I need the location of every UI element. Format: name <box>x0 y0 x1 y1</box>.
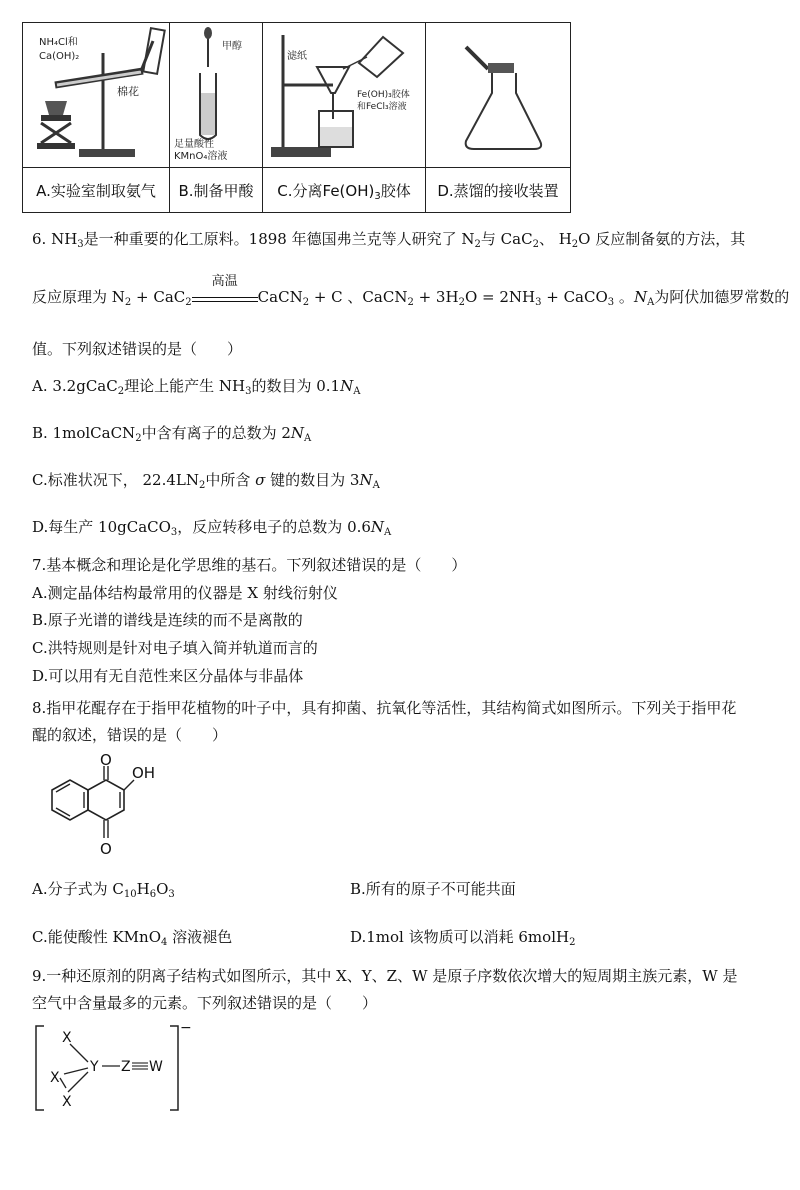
q7-option-d: D.可以用有无自范性来区分晶体与非晶体 <box>32 667 304 685</box>
q6-stem-line-2: 反应原理为 $N_2 + CaC_2$ 高温 CaCN$_2$ + C 、CaCN$_2$ + $3H_2O = 2NH_3$ + CaCO$_3$ 。$N_A$为阿伏加德罗常数的 <box>32 274 790 308</box>
q6-option-d: D.每生产 10gCaCO$_3$，反应转移电子的总数为 $0.6N_A$ <box>32 518 392 538</box>
caption-a: A.实验室制取氨气 <box>23 168 170 213</box>
atom-y: Y <box>90 1059 99 1075</box>
q6-option-c: C.标准状况下， $22.4LN_2$中所含 σ 键的数目为 $3N_A$ <box>32 471 380 491</box>
atom-z: Z <box>121 1059 131 1075</box>
label-reagent-2: KMnO₄溶液 <box>174 151 228 162</box>
reaction-arrow <box>192 274 258 302</box>
atom-o-bottom: O <box>100 840 112 858</box>
label-reagent-1: 足量酸性 <box>174 139 214 150</box>
q8-option-c: C.能使酸性 KMnO$_4$ 溶液褪色 <box>32 928 233 948</box>
apparatus-b-figure <box>170 23 263 168</box>
reaction-condition: 高温 <box>211 274 238 289</box>
q7-option-a: A.测定晶体结构最常用的仪器是 X 射线衍射仪 <box>32 584 338 602</box>
label-nh4cl: NH₄Cl和 <box>39 37 78 48</box>
q6-option-b: B. 1molCaCN$_2$中含有离子的总数为 $2N_A$ <box>32 424 312 444</box>
lawsone-structure <box>30 754 170 866</box>
atom-x-top: X <box>62 1030 72 1046</box>
label-filter-paper: 滤纸 <box>287 51 307 62</box>
q8-option-d: D.1mol 该物质可以消耗 6molH$_2$ <box>350 928 576 948</box>
q8-option-a: A.分子式为 $C_{10}H_6O_3$ <box>32 880 175 900</box>
caption-c: C.分离$Fe(OH)_3$胶体 <box>263 168 426 213</box>
caption-b: B.制备甲酸 <box>170 168 263 213</box>
q6-option-a: A. 3.2gCaC$_2$理论上能产生 $NH_3$的数目为 $0.1N_A$ <box>32 377 361 397</box>
q7-stem: 7.基本概念和理论是化学思维的基石。下列叙述错误的是（ ） <box>32 556 467 574</box>
q8-stem-line-1: 8.指甲花醌存在于指甲花植物的叶子中，具有抑菌、抗氧化等活性，其结构简式如图所示。下列关于指甲花 <box>32 699 737 717</box>
q8-option-b: B.所有的原子不可能共面 <box>350 880 516 898</box>
label-colloid-2: 和FeCl₃溶液 <box>357 102 407 112</box>
q8-stem-line-2: 醌的叙述，错误的是（ ） <box>32 726 228 744</box>
anion-structure <box>30 1020 200 1116</box>
apparatus-table <box>22 22 571 213</box>
q7-option-c: C.洪特规则是针对电子填入简并轨道而言的 <box>32 639 318 657</box>
atom-x-bottom: X <box>62 1094 72 1110</box>
atom-oh: OH <box>132 764 156 782</box>
q9-stem-line-1: 9.一种还原剂的阴离子结构式如图所示，其中 X、Y、Z、W 是原子序数依次增大的短周期主族元素，W 是 <box>32 967 738 985</box>
anion-charge: − <box>180 1020 192 1036</box>
q9-stem-line-2: 空气中含量最多的元素。下列叙述错误的是（ ） <box>32 994 378 1012</box>
label-caoh2: Ca(OH)₂ <box>39 51 80 62</box>
label-methanol: 甲醇 <box>222 41 242 52</box>
apparatus-c-figure <box>263 23 426 168</box>
atom-w: W <box>149 1059 163 1075</box>
caption-d: D.蒸馏的接收装置 <box>426 168 571 213</box>
atom-o-top: O <box>100 754 112 769</box>
label-cotton: 棉花 <box>117 85 139 98</box>
q6-stem-line-3: 值。下列叙述错误的是（ ） <box>32 340 243 358</box>
apparatus-d-figure <box>426 23 571 168</box>
q6-stem-line-1: 6. $NH_3$是一种重要的化工原料。1898 年德国弗兰克等人研究了 $N_2$与 CaC$_2$、 $H_2O$ 反应制备氨的方法，其 <box>32 230 746 250</box>
q7-option-b: B.原子光谱的谱线是连续的而不是离散的 <box>32 611 303 629</box>
label-colloid-1: Fe(OH)₃胶体 <box>357 90 410 100</box>
atom-x-left: X <box>50 1070 60 1086</box>
apparatus-a-figure <box>23 23 170 168</box>
